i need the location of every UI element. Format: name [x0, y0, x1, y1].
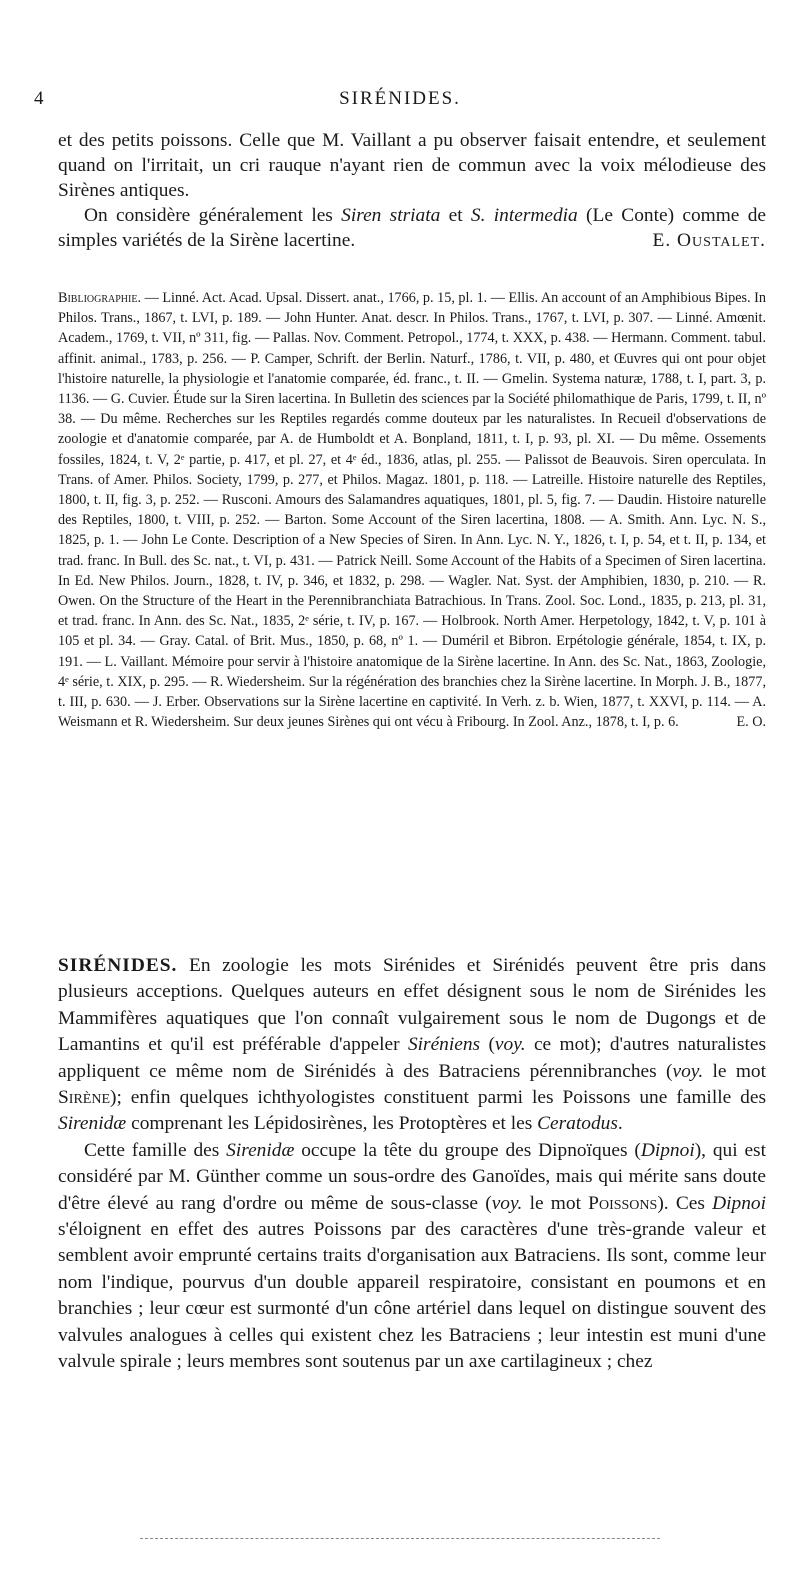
article-paragraph — [58, 1138, 766, 1376]
text-segment: . — [617, 1113, 623, 1135]
bibliography — [58, 288, 766, 732]
text-segment: le mot — [522, 1192, 589, 1214]
small-caps-term: Poissons — [588, 1192, 658, 1214]
text-segment: comprenant les Lépidosirènes, les Protoptères et les — [126, 1113, 538, 1135]
italic-term: Dipnoi — [640, 1139, 695, 1161]
bibliography-text: — Linné. Act. Acad. Upsal. Dissert. anat., 1766, p. 15, pl. 1. — Ellis. An account of an Amphibious Bipes. In Philos. Trans., 1867, t. LVI, p. 189. — John Hunter. Anat. descr. In Philos. Trans., 1767, t. LVI, p. 307. — Linné. Amœnit. Academ., 1769, t. VII, nº 311, fig. — Pallas. Nov. Comment. Petropol., 1774, t. XXX, p. 438. — Hermann. Comment. tabul. affinit. animal., 1783, p. 256. — P. Camper, Schrift. der Berlin. Naturf., 1786, t. VII, p. 480, et Œuvres qui ont pour objet l'histoire naturelle, la physiologie et l'anatomie comparée, éd. franc., t. II. — Gmelin. Systema naturæ, 1788, t. I, part. 3, p. 1136. — G. Cuvier. Étude sur la Siren lacertina. In Bulletin des sciences par la Société philomathique de Paris, 1799, t. II, nº 38. — Du même. Recherches sur les Reptiles regardés comme douteux par les naturalistes. In Recueil d'observations de zoologie et d'anatomie comparée, par A. de Humboldt et A. Bonpland, 1811, t. I, p. 93, pl. XI. — Du même. Ossements fossiles, 1824, t. V, 2ᵉ partie, p. 417, et pl. 27, et 4ᵉ éd., 1836, atlas, pl. 255. — Palissot de Beauvois. Siren operculata. In Trans. of Amer. Philos. Society, 1799, p. 277, et Philos. Magaz. 1801, p. 118. — Latreille. Histoire naturelle des Reptiles, 1800, t. II, fig. 3, p. 252. — Rusconi. Amours des Salamandres aquatiques, 1801, pl. 5, fig. 7. — Daudin. Histoire naturelle des Reptiles, 1800, t. VIII, p. 252. — Barton. Some Account of the Siren lacertina, 1808. — A. Smith. Ann. Lyc. N. S., 1825, p. 1. — John Le Conte. Description of a New Species of Siren. In Ann. Lyc. N. Y., 1826, t. I, p. 54, et t. II, p. 134, et trad. franc. In Bull. des Sc. nat., t. VI, p. 431. — Patrick Neill. Some Account of the Habits of a Specimen of Siren lacertina. In Ed. New Philos. Journ., 1828, t. IV, p. 346, et 1832, p. 298. — Wagler. Nat. Syst. der Amphibien, 1830, p. 210. — R. Owen. On the Structure of the Heart in the Perennibranchiata Batrachious. In Trans. Zool. Soc. Lond., 1835, p. 213, pl. 31, et trad. franc. In Ann. des Sc. Nat., 1835, 2ᵉ série, t. IV, p. 167. — Holbrook. North Amer. Herpetology, 1842, t. V, p. 101 à 105 et pl. 34. — Gray. Catal. of Brit. Mus., 1850, p. 68, nº 1. — Duméril et Bibron. Erpétologie générale, 1854, t. IX, p. 191. — L. Vaillant. Mémoire pour servir à l'histoire anatomique de la Sirène lacertine. In Ann. des Sc. Nat., 1863, Zoologie, 4ᵉ série, t. XIX, p. 295. — R. Wiedersheim. Sur la régénération des branchies chez la Sirène lacertine. In Morph. J. B., 1877, t. III, p. 630. — J. Erber. Observations sur la Sirène lacertine en captivité. In Verh. z. b. Wien, 1877, t. XXVI, p. 114. — A. Weismann et R. Wiedersheim. Sur deux jeunes Sirènes qui ont vécu à Fribourg. In Zool. Anz., 1878, t. I, p. 6. — [58, 290, 766, 731]
text-segment: ( — [480, 1034, 495, 1056]
italic-term: Siren striata — [341, 205, 441, 226]
text-segment: et — [440, 205, 471, 226]
text-segment: ). Ces — [657, 1192, 713, 1214]
page-header — [34, 88, 766, 112]
italic-term: Siréniens — [407, 1034, 481, 1056]
bibliography-lead: Bibliographie. — [58, 290, 142, 306]
italic-term: voy. — [494, 1034, 526, 1056]
page-number: 4 — [34, 88, 44, 109]
text-segment: le mot — [703, 1060, 766, 1082]
italic-term: Dipnoi — [712, 1192, 767, 1214]
italic-term: voy. — [672, 1060, 704, 1082]
italic-term: S. intermedia — [470, 205, 578, 226]
article-sirenides — [58, 953, 766, 1376]
running-title: SIRÉNIDES. — [339, 88, 461, 109]
italic-term: Sirenidæ — [58, 1113, 127, 1135]
bottom-rule — [140, 1538, 660, 1539]
paragraph-varieties — [58, 203, 766, 253]
text-segment: (Le Conte) comme de simples variétés de la Sirène lacertine. — [58, 205, 767, 251]
article-headword: SIRÉNIDES. — [58, 955, 178, 976]
text-segment: ); enfin quelques ichthyologistes constituent parmi les Poissons une famille des — [110, 1087, 766, 1109]
small-caps-term: Sirène — [58, 1087, 110, 1109]
article-paragraph — [58, 953, 766, 1138]
paragraph-continuation: et des petits poissons. Celle que M. Vaillant a pu observer faisait entendre, et seulement quand on l'irritait, un cri rauque n'ayant rien de commun avec la voix mélodieuse des Sirènes antiques. — [58, 130, 766, 201]
italic-term: voy. — [491, 1192, 523, 1214]
text-segment: On considère généralement les — [84, 205, 342, 226]
text-segment: ce mot); d'autres naturalistes appliquent ce même nom de Sirénidés à des Batraciens pérennibranches ( — [58, 1034, 767, 1082]
text-segment: ), qui est considéré par M. Günther comme un sous-ordre des Ganoïdes, mais qui mérite sans doute d'être élevé au rang d'ordre ou même de sous-classe ( — [58, 1139, 766, 1214]
text-segment: s'éloignent en effet des autres Poissons par des caractères d'une très-grande valeur et semblent avoir emprunté certains traits d'organisation aux Batraciens. Ils sont, comme leur nom l'indique, pourvus d'un double appareil respiratoire, consistant en poumons et en branchies ; leur cœur est surmonté d'un cône artériel dans lequel on distingue souvent des valvules analogues à celles qui existent chez les Batraciens ; leur intestin est muni d'une valvule spirale ; leurs membres sont soutenus par un axe cartilagineux ; chez — [58, 1219, 766, 1373]
bibliography-signature: E. O. — [736, 714, 766, 731]
author-signature: E. Oustalet. — [652, 230, 766, 251]
text-segment: En zoologie les mots Sirénides et Sirénidés peuvent être pris dans plusieurs acceptions. Quelques auteurs en effet désignent sous le nom de Sirénides les Mammifères aquatiques que l'on connaît vulgairement sous le nom de Dugongs et de Lamantins et qu'il est préférable d'appeler — [58, 955, 766, 1056]
italic-term: Sirenidæ — [226, 1139, 295, 1161]
text-segment: Cette famille des — [84, 1139, 227, 1161]
italic-term: Ceratodus — [537, 1113, 618, 1135]
text-segment: occupe la tête du groupe des Dipnoïques ( — [294, 1139, 641, 1161]
